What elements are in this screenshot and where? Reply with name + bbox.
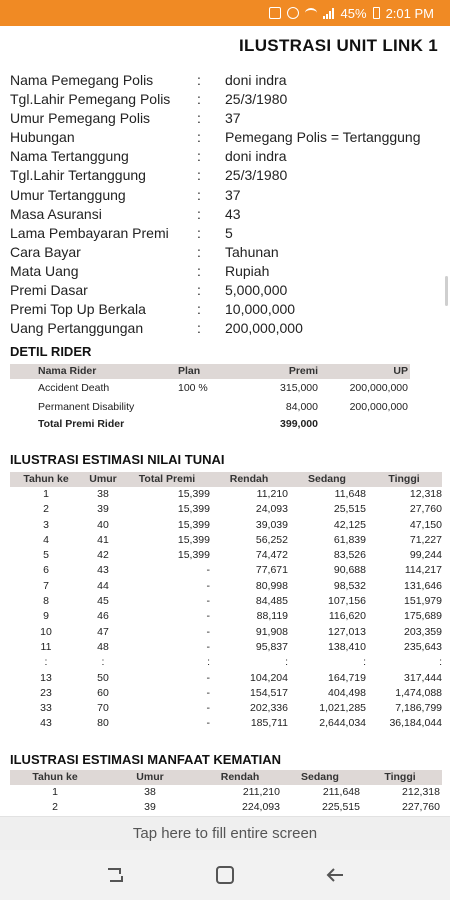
death-cell: 211,210	[242, 786, 280, 798]
cash-cell: 6	[43, 564, 49, 577]
cash-cell: 7	[43, 579, 49, 592]
cash-row	[10, 563, 442, 578]
cash-cell: 8	[43, 595, 49, 608]
cash-cell: 107,156	[328, 595, 366, 608]
cash-cell: 40	[97, 518, 109, 531]
info-value: 37	[225, 110, 241, 127]
cash-cell: 27,760	[409, 503, 442, 516]
info-value: 43	[225, 205, 241, 222]
info-row	[10, 109, 440, 128]
info-row	[10, 243, 440, 262]
cash-cell: 131,646	[404, 579, 442, 592]
cash-cell: 61,839	[333, 533, 366, 546]
rider-total-row	[10, 417, 410, 432]
rider-section-title: DETIL RIDER	[10, 344, 92, 359]
info-colon: :	[197, 110, 201, 127]
cash-header-cell: Total Premi	[138, 473, 196, 485]
cash-cell: 175,689	[404, 610, 442, 623]
cash-cell: 98,532	[333, 579, 366, 592]
info-label: Premi Top Up Berkala	[10, 301, 146, 318]
info-row	[10, 186, 440, 205]
cash-header-cell: Rendah	[229, 473, 269, 485]
cash-cell: 41	[97, 533, 109, 546]
info-colon: :	[197, 224, 201, 241]
cash-cell: 203,359	[404, 625, 442, 638]
cash-cell: 1,474,088	[395, 686, 442, 699]
info-colon: :	[197, 91, 201, 108]
cash-cell: 1	[43, 488, 49, 500]
info-row	[10, 166, 440, 185]
wifi-icon	[305, 8, 317, 18]
alarm-icon	[269, 7, 281, 19]
rider-cell	[178, 398, 238, 417]
rider-header-cell: Premi	[288, 365, 318, 377]
info-colon: :	[197, 243, 201, 260]
cash-cell: 4	[43, 533, 49, 546]
cash-cell: -	[206, 595, 210, 608]
cash-cell: 151,979	[404, 595, 442, 608]
cash-row	[10, 701, 442, 716]
cash-cell: 2,644,034	[319, 717, 366, 730]
cash-cell: 138,410	[328, 640, 366, 653]
info-colon: :	[197, 148, 201, 165]
cash-cell: 12,318	[409, 488, 442, 500]
clock: 2:01 PM	[385, 5, 434, 21]
death-cell: 38	[144, 786, 156, 798]
info-value: Rupiah	[225, 262, 270, 279]
cash-cell: 11,648	[334, 488, 366, 500]
cash-cell: 43	[40, 717, 52, 730]
cash-row	[10, 548, 442, 563]
cash-cell: 90,688	[333, 564, 366, 577]
cash-cell: 74,472	[255, 549, 288, 562]
info-value: 10,000,000	[225, 301, 296, 318]
death-header-cell: Rendah	[220, 771, 260, 783]
cash-cell: 70	[97, 702, 109, 715]
rider-total-cell: 399,000	[280, 418, 318, 430]
cash-cell: 46	[97, 610, 109, 623]
cash-cell: -	[206, 610, 210, 623]
death-cell: 39	[144, 801, 156, 814]
info-colon: :	[197, 129, 201, 146]
death-cell: 1	[52, 786, 58, 798]
cash-cell: -	[206, 702, 210, 715]
cash-cell: 83,526	[333, 549, 366, 562]
cash-value-table	[10, 472, 442, 732]
death-cell: 2	[52, 801, 58, 814]
rider-total-cell: Total Premi Rider	[38, 418, 125, 430]
cash-row	[10, 716, 442, 731]
cash-cell: 77,671	[255, 564, 288, 577]
cash-cell: 33	[40, 702, 52, 715]
cash-cell: 235,643	[404, 640, 442, 653]
recent-apps-icon	[104, 865, 126, 885]
rider-cell: 84,000	[285, 401, 318, 413]
cash-cell: 5	[43, 549, 49, 562]
cash-cell: 91,908	[255, 625, 288, 638]
cash-cell: 80	[97, 717, 109, 730]
cash-cell: 84,485	[255, 595, 288, 608]
info-colon: :	[197, 320, 201, 337]
cash-cell: 23	[40, 686, 52, 699]
home-button[interactable]	[205, 860, 245, 890]
cash-cell: 1,021,285	[319, 702, 366, 715]
cash-cell: 15,399	[177, 488, 210, 500]
info-value: doni indra	[225, 72, 287, 88]
rider-total-cell	[178, 417, 238, 432]
info-row	[10, 128, 440, 147]
cash-cell: 164,719	[328, 671, 366, 684]
death-cell: 225,515	[322, 801, 360, 814]
cash-cell: -	[206, 625, 210, 638]
document-view[interactable]	[0, 26, 450, 816]
cash-cell: 95,837	[255, 640, 288, 653]
cash-cell: 43	[97, 564, 109, 577]
cash-cell: :	[44, 656, 48, 669]
back-button[interactable]	[315, 860, 355, 890]
cash-header-row	[10, 472, 442, 487]
death-benefit-table	[10, 770, 442, 816]
cash-cell: 71,227	[409, 533, 442, 546]
sync-icon	[287, 7, 299, 19]
rider-cell: 315,000	[280, 382, 318, 394]
death-header-row	[10, 770, 442, 785]
cash-cell: 45	[97, 595, 109, 608]
cash-header-cell: Tinggi	[388, 473, 420, 485]
info-row	[10, 205, 440, 224]
cash-cell: 11,210	[256, 488, 288, 500]
rider-header-cell: Nama Rider	[38, 365, 97, 377]
rider-header-row	[10, 364, 410, 379]
info-value: 25/3/1980	[225, 167, 288, 184]
info-label: Premi Dasar	[10, 282, 88, 299]
info-label: Umur Tertanggung	[10, 186, 126, 203]
cash-cell: 11	[40, 640, 52, 653]
info-row	[10, 281, 440, 300]
document-title: ILUSTRASI UNIT LINK 1	[239, 36, 438, 55]
death-benefit-section-title: ILUSTRASI ESTIMASI MANFAAT KEMATIAN	[10, 752, 282, 767]
death-header-cell: Tinggi	[384, 771, 416, 783]
cash-cell: 3	[43, 518, 49, 531]
death-cell: 227,760	[402, 801, 440, 814]
info-row	[10, 262, 440, 281]
cash-cell: 80,998	[255, 579, 288, 592]
info-colon: :	[197, 205, 201, 222]
info-colon: :	[197, 186, 201, 203]
info-label: Cara Bayar	[10, 243, 81, 260]
cash-cell: 39	[97, 503, 109, 516]
rider-table	[10, 364, 410, 432]
status-bar	[0, 0, 450, 26]
cash-cell: 154,517	[250, 686, 288, 699]
cash-cell: 48	[97, 640, 109, 653]
cash-cell: 404,498	[328, 686, 366, 699]
cash-cell: 2	[43, 503, 49, 516]
cash-cell: -	[206, 686, 210, 699]
cash-cell: 15,399	[177, 549, 210, 562]
info-colon: :	[197, 167, 201, 184]
death-header-cell: Umur	[136, 771, 164, 783]
info-label: Nama Pemegang Polis	[10, 72, 154, 88]
cash-value-section-title: ILUSTRASI ESTIMASI NILAI TUNAI	[10, 452, 225, 467]
cash-header-cell: Sedang	[308, 473, 346, 485]
death-row	[10, 785, 442, 800]
cash-cell: 13	[40, 671, 52, 684]
scrollbar[interactable]	[445, 276, 448, 306]
cash-cell: 202,336	[250, 702, 288, 715]
cash-cell: -	[206, 717, 210, 730]
info-label: Mata Uang	[10, 262, 79, 279]
cash-cell: 15,399	[177, 533, 210, 546]
cash-cell: 116,620	[328, 610, 366, 623]
info-label: Hubungan	[10, 129, 75, 146]
rider-cell: Accident Death	[38, 382, 110, 394]
cash-cell: :	[363, 656, 366, 669]
rider-cell: 200,000,000	[349, 382, 408, 394]
cash-cell: 56,252	[255, 533, 288, 546]
info-value: Tahunan	[225, 243, 279, 260]
death-cell: 212,318	[402, 786, 440, 798]
cash-header-cell: Tahun ke	[23, 473, 69, 485]
cash-cell: 24,093	[255, 503, 288, 516]
battery-percent: 45%	[340, 5, 367, 21]
home-icon	[214, 864, 236, 886]
info-label: Umur Pemegang Polis	[10, 110, 151, 127]
cash-cell: 99,244	[409, 549, 442, 562]
rider-cell: 200,000,000	[349, 401, 408, 413]
info-label: Lama Pembayaran Premi	[10, 224, 169, 241]
policy-info	[10, 71, 440, 338]
cash-cell: 44	[97, 579, 109, 592]
cash-cell: 36,184,044	[389, 717, 442, 730]
cash-cell: 15,399	[177, 503, 210, 516]
cash-header-cell: Umur	[89, 473, 117, 485]
rider-row	[10, 398, 410, 417]
cash-row	[10, 609, 442, 624]
cash-cell: 25,515	[333, 503, 366, 516]
cash-cell: 7,186,799	[395, 702, 442, 715]
cash-cell: -	[206, 579, 210, 592]
battery-icon	[373, 7, 380, 19]
rider-cell: 100 %	[178, 382, 208, 394]
cash-cell: 104,204	[250, 671, 288, 684]
cash-row	[10, 686, 442, 701]
rider-header-cell: UP	[393, 365, 408, 377]
info-value: 5	[225, 224, 233, 241]
back-arrow-icon	[324, 865, 346, 885]
info-row	[10, 147, 440, 166]
info-label: Tgl.Lahir Tertanggung	[10, 167, 146, 184]
info-row	[10, 300, 440, 319]
rider-header-cell: Plan	[178, 365, 201, 377]
cash-cell: 42,125	[333, 518, 366, 531]
info-value: doni indra	[225, 148, 287, 165]
info-value: 37	[225, 186, 241, 203]
fill-screen-button[interactable]: Tap here to fill entire screen	[0, 816, 450, 850]
info-colon: :	[197, 282, 201, 299]
cash-cell: 38	[97, 488, 109, 500]
cash-row	[10, 579, 442, 594]
cash-cell: 15,399	[177, 518, 210, 531]
info-label: Nama Tertanggung	[10, 148, 129, 165]
death-header-cell: Tahun ke	[32, 771, 78, 783]
death-header-cell: Sedang	[301, 771, 339, 783]
death-cell: 211,648	[322, 786, 360, 798]
death-row	[10, 800, 442, 815]
info-value: 5,000,000	[225, 282, 288, 299]
cash-cell: :	[439, 656, 442, 669]
info-colon: :	[197, 72, 201, 88]
cash-cell: 60	[97, 686, 109, 699]
cash-row	[10, 640, 442, 655]
cash-row	[10, 655, 442, 670]
cash-cell: 47,150	[409, 518, 442, 531]
death-cell: 224,093	[242, 801, 280, 814]
info-row	[10, 224, 440, 243]
cash-cell: 42	[97, 549, 109, 562]
rider-total-cell	[318, 417, 410, 432]
rider-row	[10, 379, 410, 398]
info-label: Masa Asuransi	[10, 205, 102, 222]
cash-cell: 127,013	[328, 625, 366, 638]
cash-cell: 114,217	[404, 564, 442, 577]
info-row	[10, 71, 440, 90]
navigation-bar	[0, 850, 450, 900]
cash-cell: 47	[97, 625, 109, 638]
info-label: Uang Pertanggungan	[10, 320, 144, 337]
recent-apps-button[interactable]	[95, 860, 135, 890]
cash-row	[10, 518, 442, 533]
cash-cell: :	[207, 656, 210, 669]
cash-cell: 88,119	[256, 610, 288, 623]
cash-cell: :	[285, 656, 288, 669]
cash-cell: -	[206, 564, 210, 577]
cash-cell: :	[101, 656, 105, 669]
cash-row	[10, 625, 442, 640]
cash-row	[10, 487, 442, 502]
info-value: 25/3/1980	[225, 91, 288, 108]
cash-cell: 39,039	[255, 518, 288, 531]
cash-cell: 317,444	[404, 671, 442, 684]
cash-row	[10, 594, 442, 609]
info-colon: :	[197, 262, 201, 279]
info-value: Pemegang Polis = Tertanggung	[225, 129, 421, 146]
signal-icon	[323, 8, 335, 19]
cash-cell: 50	[97, 671, 109, 684]
cash-row	[10, 502, 442, 517]
cash-cell: 10	[40, 625, 52, 638]
info-row	[10, 319, 440, 338]
cash-cell: 185,711	[250, 717, 288, 730]
cash-row	[10, 671, 442, 686]
info-colon: :	[197, 301, 201, 318]
info-value: 200,000,000	[225, 320, 303, 337]
rider-cell: Permanent Disability	[38, 401, 135, 413]
cash-row	[10, 533, 442, 548]
info-row	[10, 90, 440, 109]
cash-cell: -	[206, 640, 210, 653]
info-label: Tgl.Lahir Pemegang Polis	[10, 91, 171, 108]
cash-cell: -	[206, 671, 210, 684]
cash-cell: 9	[43, 610, 49, 623]
